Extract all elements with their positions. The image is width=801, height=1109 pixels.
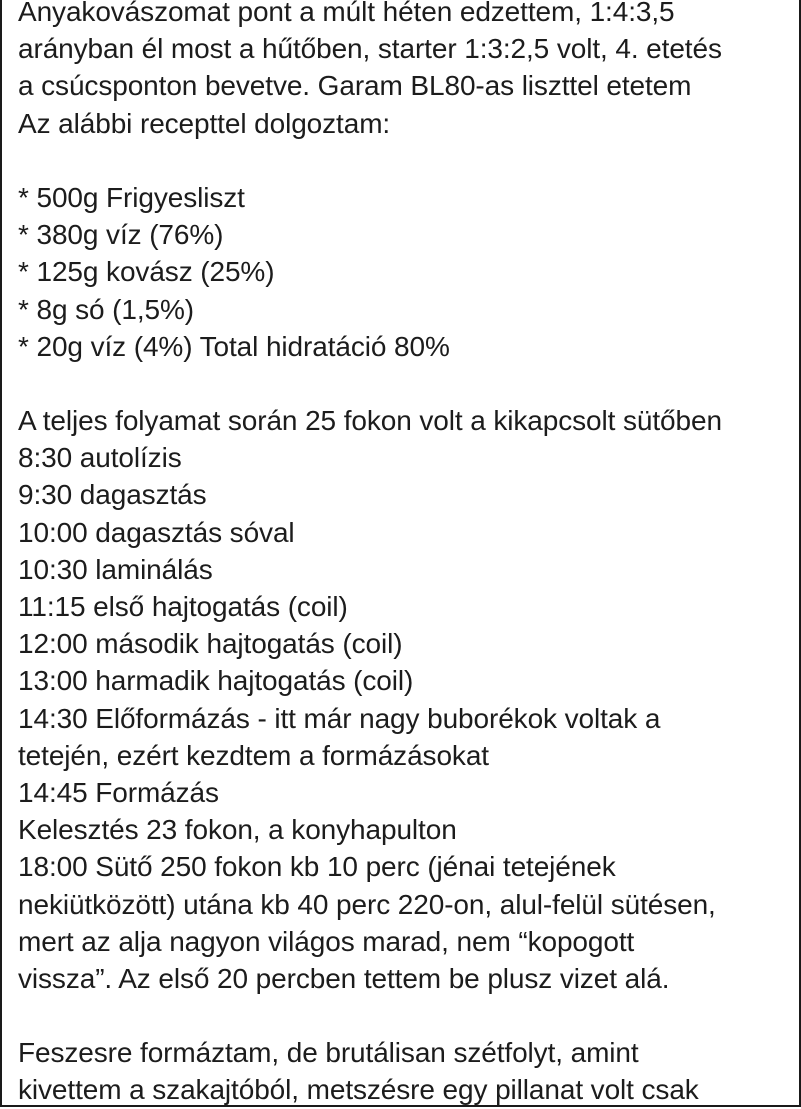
schedule-baking-cont-2: mert az alja nagyon világos marad, nem “kopogott <box>18 925 635 957</box>
ingredient-starter: * 125g kovász (25%) <box>18 256 275 288</box>
schedule-baking-cont-1: nekiütközött) utána kb 40 perc 220-on, alul-felül sütésen, <box>18 888 716 920</box>
outcome-line-1: Feszesre formáztam, de brutálisan szétfolyt, amint <box>18 1037 639 1069</box>
paragraph-gap <box>18 365 796 402</box>
schedule-preshape: 14:30 Előformázás - itt már nagy buborékok voltak a <box>18 702 661 734</box>
paragraph-gap <box>18 997 796 1034</box>
schedule-lamination: 10:30 laminálás <box>18 553 213 585</box>
ingredient-flour: * 500g Frigyesliszt <box>18 181 245 213</box>
message-text <box>18 0 796 1107</box>
schedule-kneading: 9:30 dagasztás <box>18 479 207 511</box>
intro-line-3: a csúcsponton bevetve. Garam BL80-as liszttel etetem <box>18 70 692 102</box>
schedule-kneading-salt: 10:00 dagasztás sóval <box>18 516 295 548</box>
intro-line-1: Anyakovászomat pont a múlt héten edzettem, 1:4:3,5 <box>18 0 675 27</box>
ingredient-salt: * 8g só (1,5%) <box>18 293 195 325</box>
ingredient-water: * 380g víz (76%) <box>18 219 224 251</box>
schedule-fold-1: 11:15 első hajtogatás (coil) <box>18 591 348 622</box>
intro-line-4: Az alábbi recepttel dolgoztam: <box>18 107 391 139</box>
schedule-autolysis: 8:30 autolízis <box>18 442 182 474</box>
outcome-line-2: kivettem a szakajtóból, metszésre egy pillanat volt csak <box>18 1074 699 1106</box>
schedule-shaping: 14:45 Formázás <box>18 776 219 808</box>
schedule-proofing: Kelesztés 23 fokon, a konyhapulton <box>18 814 457 846</box>
schedule-fold-2: 12:00 második hajtogatás (coil) <box>18 628 403 660</box>
schedule-baking-cont-3: vissza”. Az első 20 percben tettem be plusz vizet alá. <box>18 962 670 994</box>
paragraph-gap <box>18 142 796 179</box>
intro-line-2: arányban él most a hűtőben, starter 1:3:2,5 volt, 4. etetés <box>18 33 722 65</box>
ingredient-extra-water: * 20g víz (4%) Total hidratáció 80% <box>18 330 450 362</box>
schedule-preshape-cont: tetején, ezért kezdtem a formázásokat <box>18 739 489 771</box>
schedule-intro: A teljes folyamat során 25 fokon volt a kikapcsolt sütőben <box>18 405 722 437</box>
schedule-baking: 18:00 Sütő 250 fokon kb 10 perc (jénai tetejének <box>18 851 616 883</box>
schedule-fold-3: 13:00 harmadik hajtogatás (coil) <box>18 665 414 697</box>
